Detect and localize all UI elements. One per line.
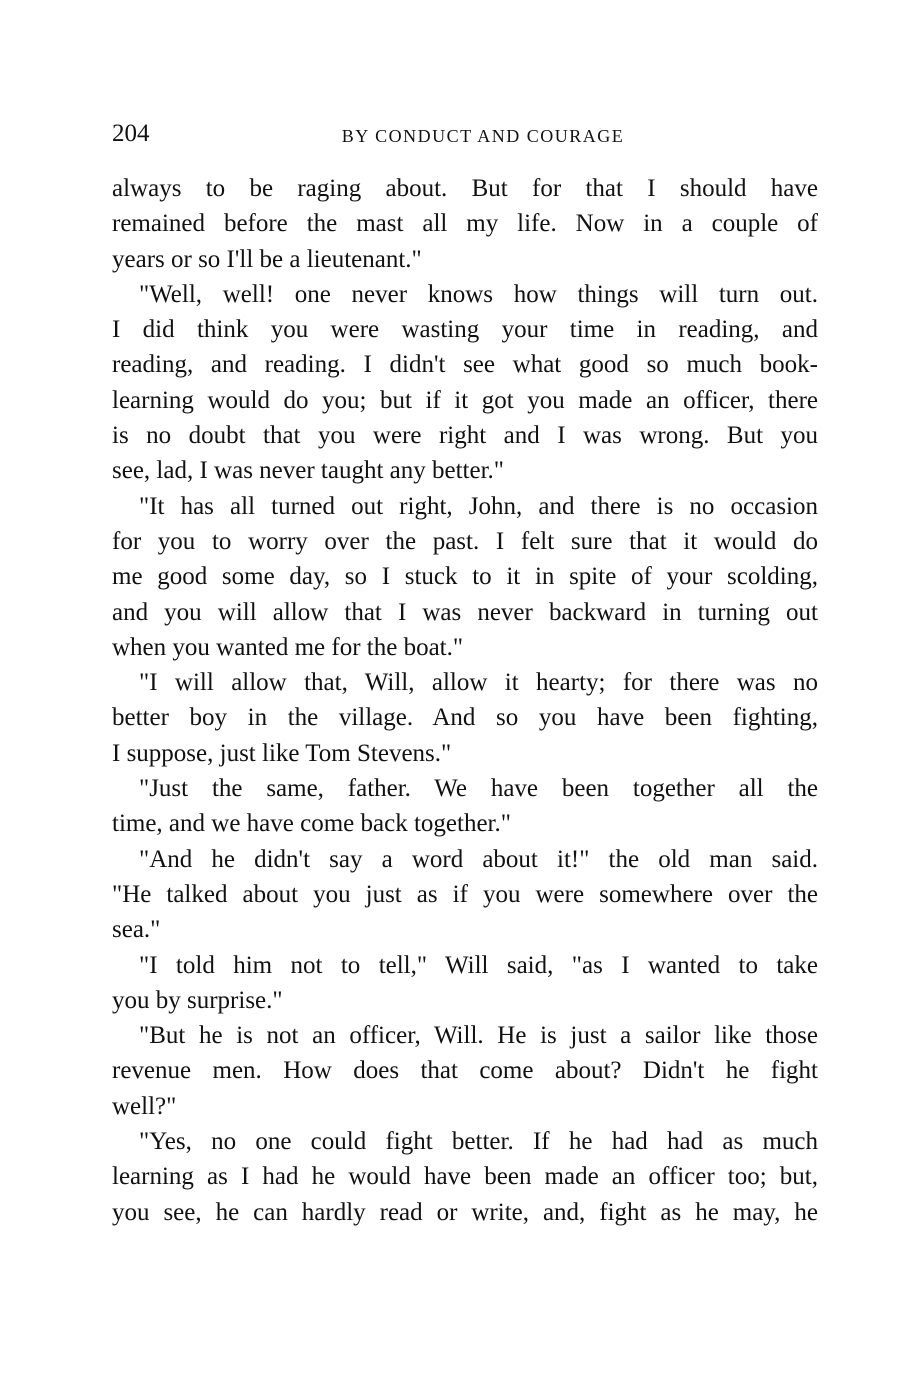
text-line: for you to worry over the past. I felt sure that it would do [112,527,818,555]
text-line: revenue men. How does that come about? Didn't he fight [112,1057,818,1085]
text-line: remained before the mast all my life. Now in a couple of [112,210,818,238]
text-line: "And he didn't say a word about it!" the old man said. [139,845,818,873]
running-head [112,117,818,151]
text-line: you by surprise." [112,986,283,1014]
text-line: "But he is not an officer, Will. He is just a sailor like those [139,1022,818,1050]
text-line: time, and we have come back together." [112,810,511,838]
text-line: "I told him not to tell," Will said, "as I wanted to take [139,951,818,979]
book-page [112,117,818,1230]
text-line: better boy in the village. And so you have been fighting, [112,704,818,732]
text-line: me good some day, so I stuck to it in spite of your scolding, [112,563,818,591]
text-line: and you will allow that I was never backward in turning out [112,598,818,626]
text-line: always to be raging about. But for that I should have [112,175,818,202]
text-line: is no doubt that you were right and I was wrong. But you [112,422,818,450]
running-title: BY CONDUCT AND COURAGE [341,126,625,146]
text-line: "Well, well! one never knows how things will turn out. [139,280,818,308]
text-line: when you wanted me for the boat." [112,633,464,661]
text-line: I did think you were wasting your time in reading, and [112,316,818,344]
text-line: learning as I had he would have been made an officer too; but, [112,1163,818,1191]
text-line: "I will allow that, Will, allow it hearty; for there was no [139,669,818,697]
text-line: reading, and reading. I didn't see what good so much book- [112,351,818,379]
text-line: well?" [112,1092,177,1120]
text-line: "Yes, no one could fight better. If he had had as much [139,1128,818,1156]
text-line: you see, he can hardly read or write, and, fight as he may, he [112,1198,818,1226]
body-text [112,171,818,1230]
text-line: learning would do you; but if it got you made an officer, there [112,386,818,414]
text-line: I suppose, just like Tom Stevens." [112,739,452,767]
text-line: "Just the same, father. We have been together all the [139,775,818,803]
text-line: years or so I'll be a lieutenant." [112,245,422,273]
text-line: see, lad, I was never taught any better." [112,457,505,485]
text-line: "He talked about you just as if you were somewhere over the [112,880,818,908]
text-line: sea." [112,916,161,944]
page-number: 204 [112,120,150,147]
text-line: "It has all turned out right, John, and there is no occasion [139,492,818,520]
